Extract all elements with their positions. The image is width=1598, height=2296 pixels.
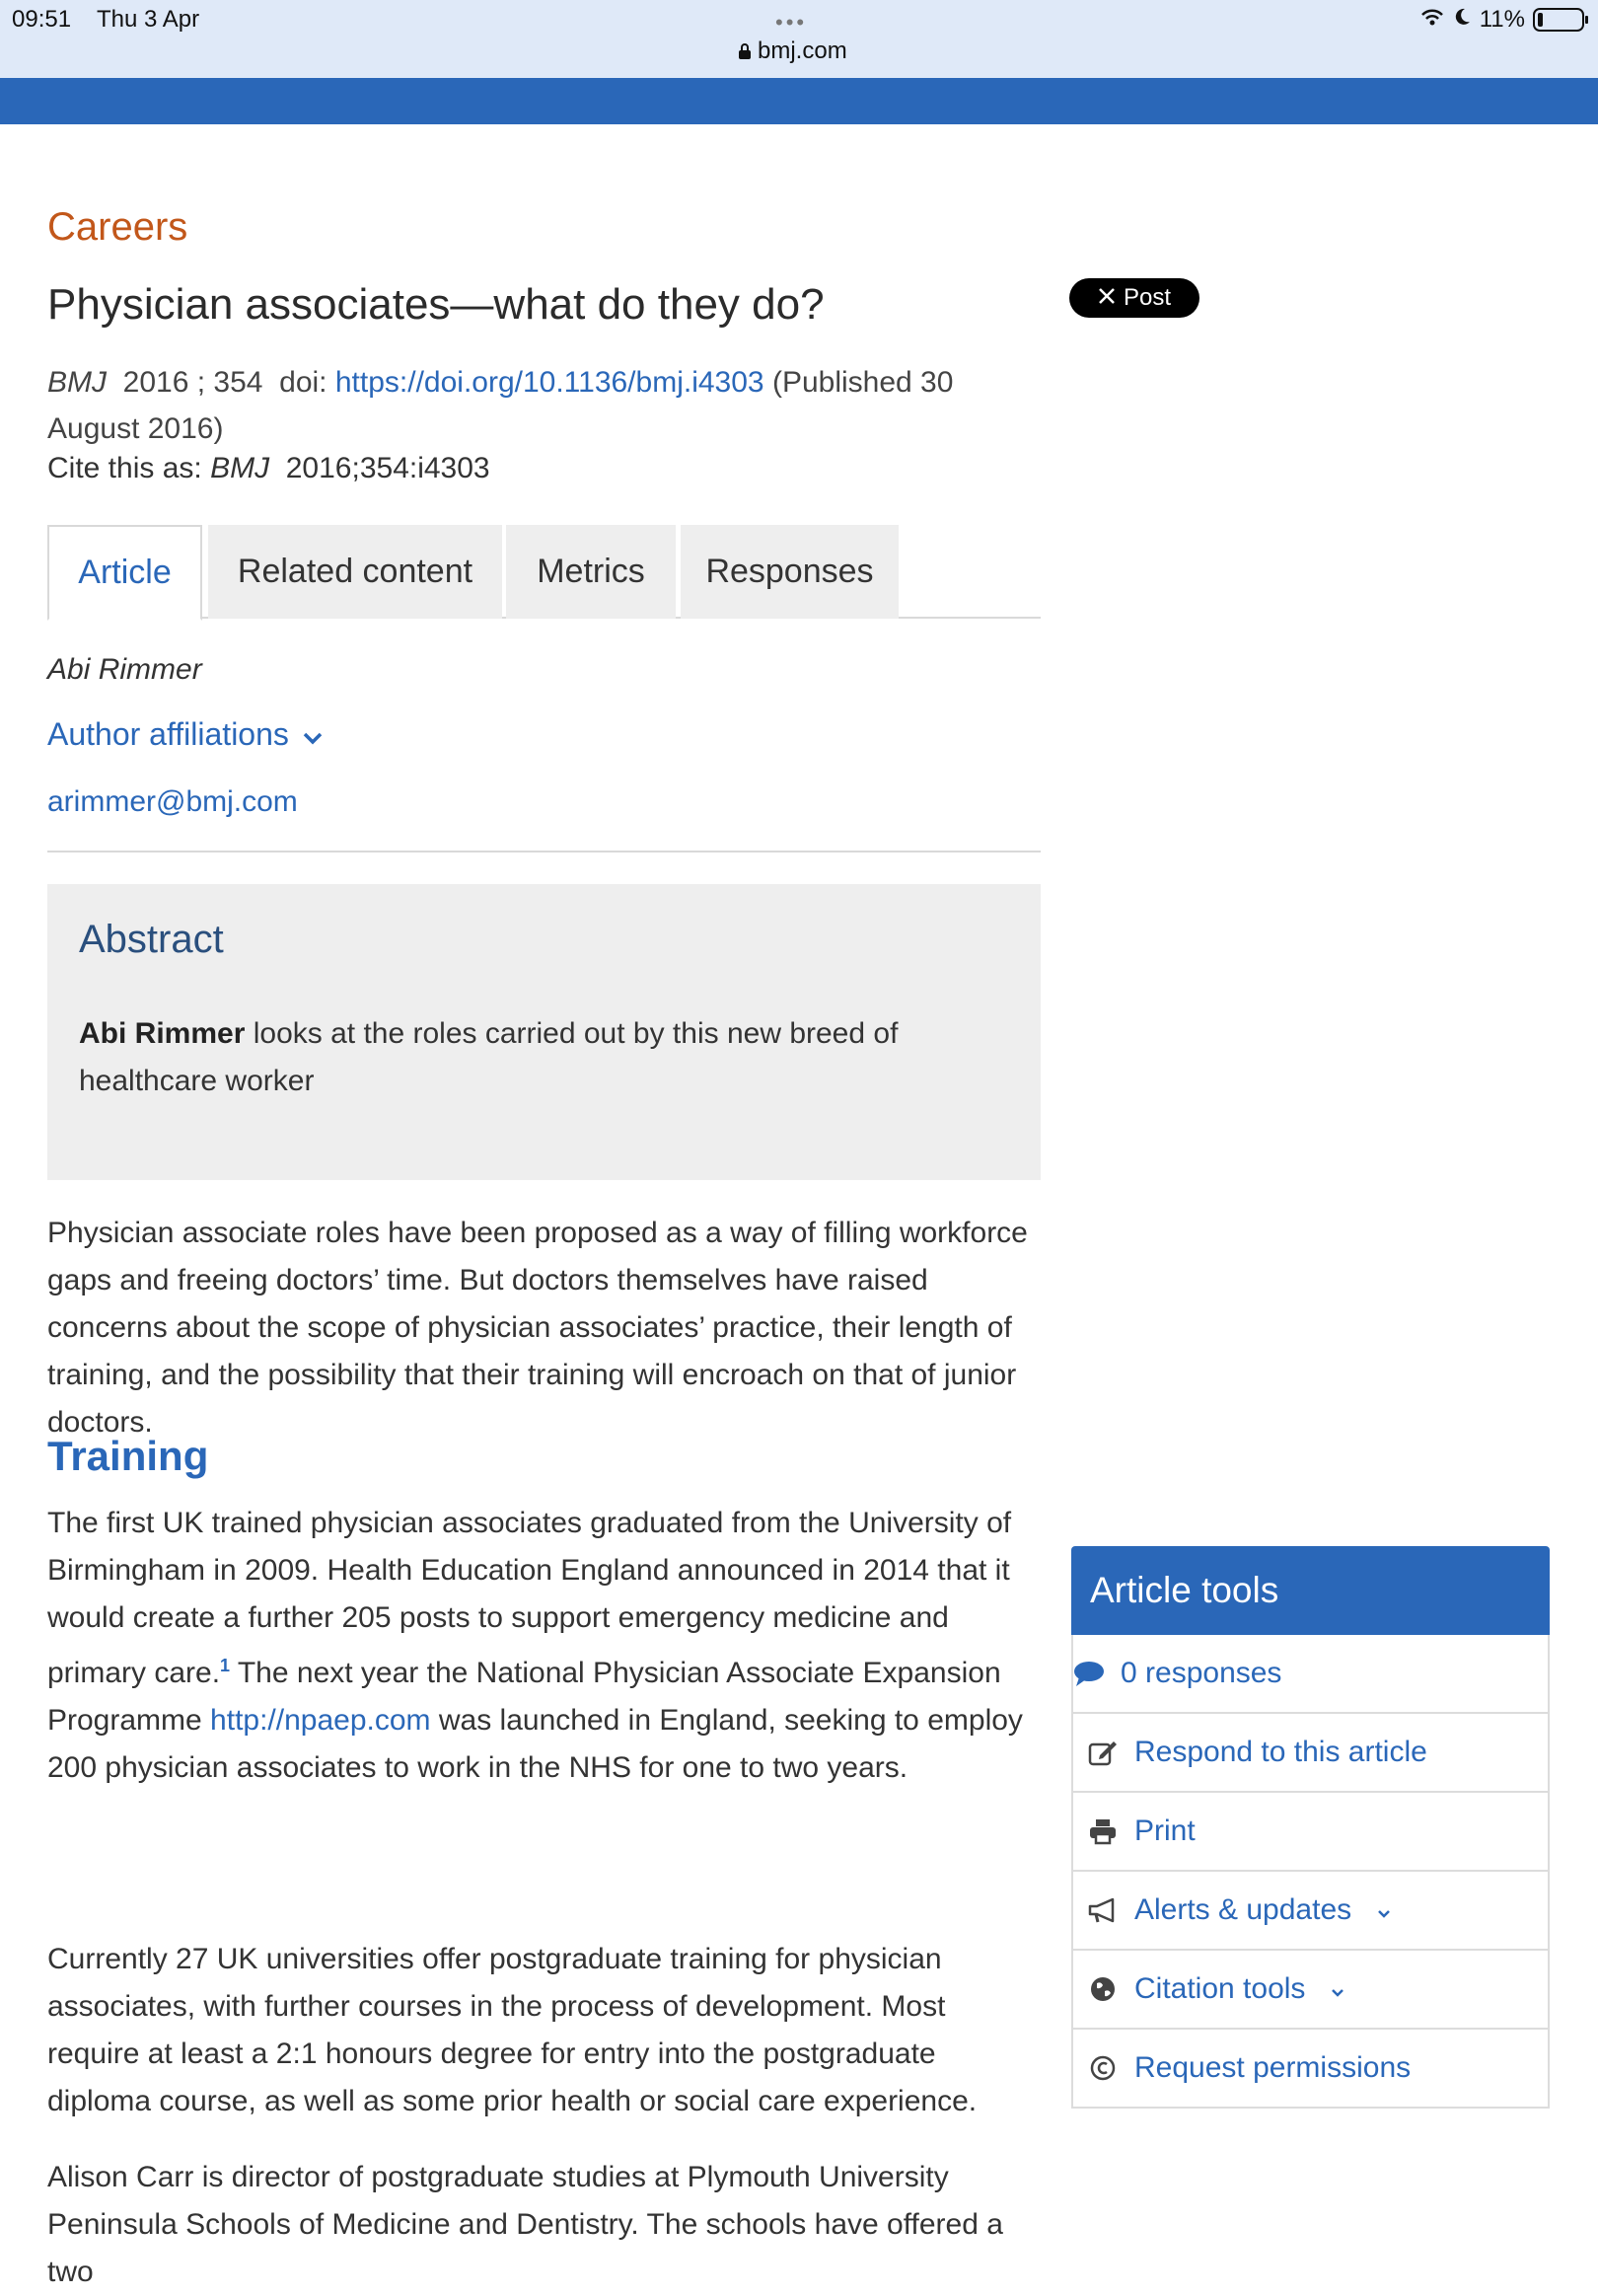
url-text: bmj.com xyxy=(758,37,847,64)
tab-article[interactable]: Article xyxy=(47,525,202,621)
status-time: 09:51 xyxy=(12,6,72,33)
x-logo-icon xyxy=(1098,284,1116,312)
training-paragraph-2: Currently 27 UK universities offer postgraduate training for physician associates, with further courses in the process of development. Most require at least a 2:1 honours degree for entry into the postgraduate diploma course, as well as some prior health or social care experience. xyxy=(47,1943,978,2117)
wifi-icon xyxy=(1420,6,1444,34)
training-p1-text-b: The next year the National Physician Associate Expansion Programme xyxy=(47,1657,1001,1737)
status-date: Thu 3 Apr xyxy=(97,6,200,33)
cite-journal: BMJ xyxy=(210,452,270,484)
edit-icon xyxy=(1087,1737,1119,1768)
training-paragraph-1 xyxy=(47,1500,1041,1792)
author-email-link[interactable]: arimmer@bmj.com xyxy=(47,785,298,818)
x-post-button[interactable] xyxy=(1069,278,1199,318)
article-meta xyxy=(47,359,1034,452)
tool-print[interactable] xyxy=(1071,1793,1550,1872)
browser-status-bar xyxy=(0,0,1598,78)
intro-paragraph: Physician associate roles have been proposed as a way of filling workforce gaps and freeing doctors’ time. But doctors themselves have raised concerns about the scope of physician associates’ practice, their length of training, and the possibility that their training will encroach on that of junior doctors. xyxy=(47,1217,1028,1439)
tool-print-label: Print xyxy=(1134,1815,1196,1847)
tool-alerts-label: Alerts & updates xyxy=(1134,1893,1352,1926)
tool-respond-label: Respond to this article xyxy=(1134,1736,1427,1768)
cite-line xyxy=(47,452,490,485)
training-heading: Training xyxy=(47,1433,209,1479)
tool-citation-label: Citation tools xyxy=(1134,1972,1306,2005)
tool-permissions[interactable] xyxy=(1071,2030,1550,2109)
tool-alerts[interactable] xyxy=(1071,1872,1550,1951)
tab-overview-dots-icon[interactable]: ••• xyxy=(775,10,808,35)
tool-permissions-label: Request permissions xyxy=(1134,2051,1412,2084)
tool-respond[interactable] xyxy=(1071,1714,1550,1793)
globe-icon xyxy=(1087,1973,1119,2005)
divider xyxy=(47,851,1041,852)
author-name: Abi Rimmer xyxy=(47,653,202,686)
chevron-down-icon xyxy=(1377,1893,1391,1927)
year-volume: 2016 ; 354 xyxy=(122,366,263,399)
cite-ref: 2016;354:i4303 xyxy=(285,452,490,484)
copyright-icon xyxy=(1087,2052,1119,2084)
author-affiliations-toggle[interactable] xyxy=(47,716,323,753)
abstract-body: looks at the roles carried out by this new breed of healthcare worker xyxy=(79,1017,899,1097)
moon-icon xyxy=(1452,6,1472,34)
doi-label: doi: xyxy=(279,366,327,399)
affiliations-label: Author affiliations xyxy=(47,716,289,752)
published-date: (Published 30 August 2016) xyxy=(47,366,954,445)
address-bar[interactable] xyxy=(738,37,847,65)
section-label[interactable]: Careers xyxy=(47,205,188,249)
tab-related-content[interactable]: Related content xyxy=(208,525,502,619)
battery-percent: 11% xyxy=(1479,6,1525,33)
article-title: Physician associates—what do they do? xyxy=(47,280,825,329)
article-tabs xyxy=(47,525,1041,619)
chevron-down-icon xyxy=(303,716,323,753)
battery-icon xyxy=(1533,8,1584,32)
training-p1-text-a: The first UK trained physician associates graduated from the University of Birmingham in 2009. Health Education England announced in 2014 that it would create a further 205 posts to support emergency medicine and primary care. xyxy=(47,1507,1012,1689)
tool-citation[interactable] xyxy=(1071,1951,1550,2030)
tab-responses[interactable]: Responses xyxy=(681,525,899,619)
doi-link[interactable]: https://doi.org/10.1136/bmj.i4303 xyxy=(334,366,764,399)
chevron-down-icon xyxy=(1331,1972,1344,2006)
abstract-panel xyxy=(47,884,1041,1180)
cite-label: Cite this as: xyxy=(47,452,202,484)
abstract-author: Abi Rimmer xyxy=(79,1017,246,1050)
tab-metrics[interactable]: Metrics xyxy=(506,525,676,619)
abstract-title: Abstract xyxy=(79,918,224,961)
article-tools-panel xyxy=(1071,1546,1550,2109)
lock-icon xyxy=(738,42,752,60)
status-icons xyxy=(1420,6,1584,34)
training-p1-text-c: was launched in England, seeking to employ 200 physician associates to work in the NHS for one to two years. xyxy=(47,1704,1023,1784)
npaep-link[interactable]: http://npaep.com xyxy=(210,1704,431,1737)
x-post-label: Post xyxy=(1123,284,1172,311)
journal-name: BMJ xyxy=(47,366,107,399)
printer-icon xyxy=(1087,1815,1119,1847)
reference-link[interactable]: 1 xyxy=(220,1656,231,1675)
speech-bubble-icon xyxy=(1073,1658,1105,1689)
megaphone-icon xyxy=(1087,1894,1119,1926)
article-tools-title: Article tools xyxy=(1071,1546,1550,1635)
tool-responses[interactable] xyxy=(1071,1635,1550,1714)
site-header xyxy=(0,78,1598,124)
abstract-text xyxy=(79,1010,967,1105)
training-paragraph-3: Alison Carr is director of postgraduate studies at Plymouth University Peninsula Schools of Medicine and Dentistry. The schools have offered a two xyxy=(47,2161,1003,2288)
tool-responses-label: 0 responses xyxy=(1121,1657,1282,1689)
